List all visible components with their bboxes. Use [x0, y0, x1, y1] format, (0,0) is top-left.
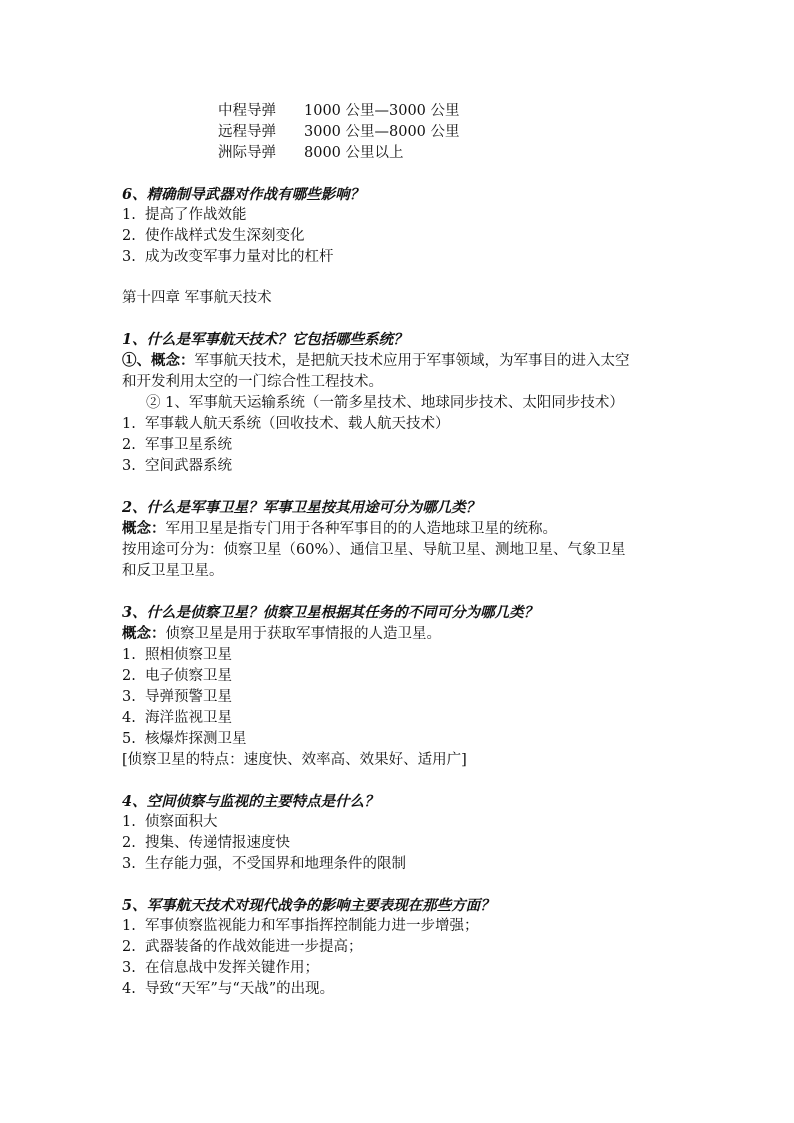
chapter14-question-3-section: [122, 602, 682, 771]
question-title: 5、军事航天技术对现代战争的影响主要表现在那些方面？: [122, 897, 495, 914]
list-item: [122, 854, 682, 875]
list-text: 核爆炸探测卫星: [145, 731, 247, 747]
missile-range-list: [122, 101, 682, 164]
chapter14-question-1-section: [122, 329, 682, 477]
concept-label: ①、概念：: [122, 352, 195, 369]
list-text: 侦察面积大: [145, 814, 218, 830]
list-number: 2.: [122, 228, 136, 244]
list-text: 军事卫星系统: [145, 437, 232, 453]
list-number: 2.: [122, 437, 136, 453]
list-number: 2.: [122, 835, 136, 851]
concept-text: 军事航天技术，是把航天技术应用于军事领域，为军事目的进入太空: [194, 353, 630, 369]
chapter14-question-4-section: [122, 791, 682, 875]
list-number: 2.: [122, 668, 136, 684]
list-item: [122, 833, 682, 854]
chapter14-question-2-section: [122, 497, 682, 582]
question-title: 4、空间侦察与监视的主要特点是什么？: [122, 793, 379, 810]
list-item: [122, 916, 682, 937]
concept-text: 军用卫星是指专门用于各种军事目的的人造地球卫星的统称。: [165, 521, 557, 537]
list-number: 4.: [122, 981, 136, 997]
list-text: 成为改变军事力量对比的杠杆: [145, 249, 334, 265]
missile-range: 3000 公里—8000 公里: [304, 124, 460, 140]
question-title: 2、什么是军事卫星？军事卫星按其用途可分为哪几类？: [122, 499, 481, 516]
list-number: 1.: [122, 647, 136, 663]
chapter-title: 第十四章 军事航天技术: [122, 290, 272, 306]
list-text: 导致“天军”与“天战”的出现。: [145, 981, 335, 997]
list-item: [122, 687, 682, 708]
list-number: 1.: [122, 814, 136, 830]
list-text: 搜集、传递情报速度快: [145, 835, 290, 851]
list-number: 3.: [122, 689, 136, 705]
list-item: [122, 645, 682, 666]
concept-text: 侦察卫星是用于获取军事情报的人造卫星。: [165, 626, 441, 642]
list-item: [122, 937, 682, 958]
list-text: 照相侦察卫星: [145, 647, 232, 663]
missile-range-row: [122, 122, 682, 143]
concept-text: 和开发利用太空的一门综合性工程技术。: [122, 374, 383, 390]
list-item: [122, 414, 682, 435]
missile-type: 中程导弹: [218, 103, 276, 119]
question-title: 1、什么是军事航天技术？它包括哪些系统？: [122, 331, 408, 348]
list-item: [122, 708, 682, 729]
list-number: 3.: [122, 856, 136, 872]
list-number: 4.: [122, 710, 136, 726]
list-item: [122, 958, 682, 979]
missile-range-row: [122, 101, 682, 122]
list-number: 1.: [122, 918, 136, 934]
missile-type: 洲际导弹: [218, 145, 276, 161]
list-number: 1.: [122, 207, 136, 223]
list-text: 军事侦察监视能力和军事指挥控制能力进一步增强；: [145, 918, 479, 934]
question-6-section: [122, 184, 682, 268]
list-text: 生存能力强，不受国界和地理条件的限制: [145, 856, 406, 872]
missile-range: 1000 公里—3000 公里: [304, 103, 460, 119]
list-number: 3.: [122, 249, 136, 265]
list-item: [122, 247, 682, 268]
classification-text: 按用途可分为：侦察卫星（60%）、通信卫星、导航卫星、测地卫星、气象卫星: [122, 542, 626, 558]
list-text: 在信息战中发挥关键作用；: [145, 960, 319, 976]
list-text: 武器装备的作战效能进一步提高；: [145, 939, 363, 955]
list-text: 提高了作战效能: [145, 207, 247, 223]
list-item: [122, 435, 682, 456]
feature-note: [侦察卫星的特点：速度快、效率高、效果好、适用广]: [122, 752, 467, 768]
list-text: 电子侦察卫星: [145, 668, 232, 684]
system-line: ② 1、军事航天运输系统（一箭多星技术、地球同步技术、太阳同步技术）: [146, 395, 624, 411]
list-number: 2.: [122, 939, 136, 955]
list-item: [122, 456, 682, 477]
list-text: 使作战样式发生深刻变化: [145, 228, 305, 244]
list-item: [122, 812, 682, 833]
document-body: [122, 101, 682, 1000]
list-text: 导弹预警卫星: [145, 689, 232, 705]
list-item: [122, 226, 682, 247]
list-item: [122, 729, 682, 750]
list-text: 海洋监视卫星: [145, 710, 232, 726]
question-title: 6、精确制导武器对作战有哪些影响？: [122, 186, 365, 203]
question-title: 3、什么是侦察卫星？侦察卫星根据其任务的不同可分为哪几类？: [122, 604, 539, 621]
list-number: 3.: [122, 960, 136, 976]
list-item: [122, 666, 682, 687]
missile-type: 远程导弹: [218, 124, 276, 140]
classification-text: 和反卫星卫星。: [122, 563, 224, 579]
list-number: 3.: [122, 458, 136, 474]
missile-range-row: [122, 143, 682, 164]
list-number: 1.: [122, 416, 136, 432]
concept-label: 概念：: [122, 625, 166, 642]
list-text: 空间武器系统: [145, 458, 232, 474]
chapter14-question-5-section: [122, 895, 682, 1000]
list-item: [122, 979, 682, 1000]
concept-label: 概念：: [122, 520, 166, 537]
missile-range: 8000 公里以上: [304, 145, 404, 161]
list-text: 军事载人航天系统（回收技术、载人航天技术）: [145, 416, 450, 432]
list-number: 5.: [122, 731, 136, 747]
list-item: [122, 205, 682, 226]
